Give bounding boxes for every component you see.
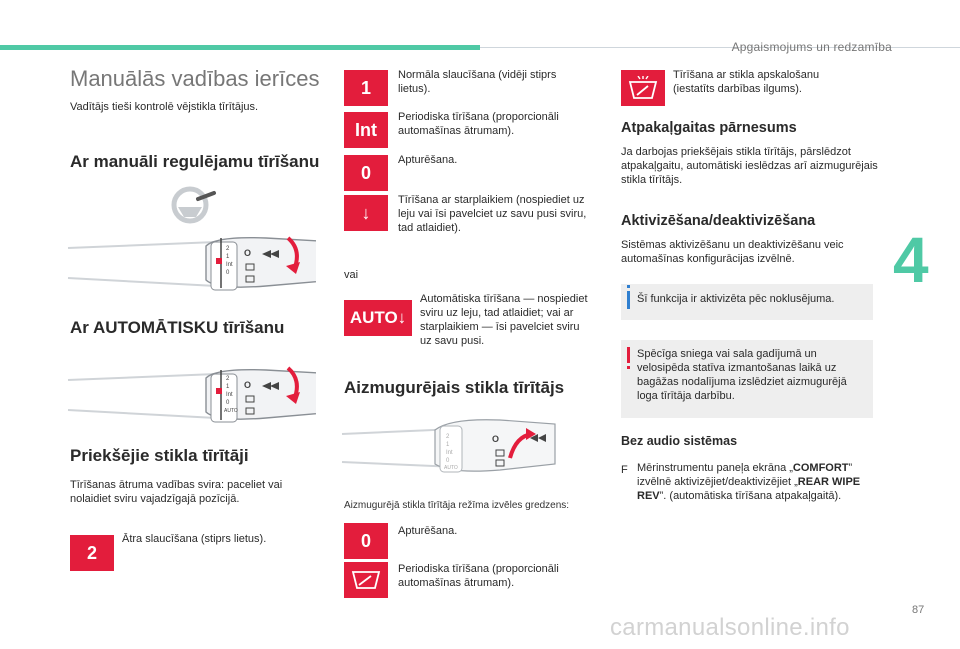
manual-heading: Ar manuāli regulējamu tīrīšanu bbox=[70, 152, 320, 171]
speed-2-badge: 2 bbox=[70, 535, 114, 571]
washer-badge bbox=[621, 70, 665, 106]
steering-wheel-icon bbox=[168, 185, 218, 227]
rear-stalk-label-auto: AUTO bbox=[444, 465, 458, 471]
info-note-text: Šī funkcija ir aktivizēta pēc noklusējuma. bbox=[637, 293, 835, 305]
section-title: Apgaismojums un redzamība bbox=[731, 40, 892, 54]
info-icon bbox=[627, 291, 630, 309]
warning-icon-dot bbox=[627, 366, 630, 369]
rear-stop-badge: 0 bbox=[344, 523, 388, 559]
header-accent-bar bbox=[0, 45, 480, 50]
rear-stop-text: Apturēšana. bbox=[398, 525, 458, 537]
down-arrow-auto-icon bbox=[284, 366, 306, 406]
no-audio-text bbox=[637, 461, 877, 503]
comfort-menu-name: COMFORT bbox=[792, 462, 849, 474]
stalk-label-int: Int bbox=[226, 262, 233, 268]
stalk-auto-label-int: Int bbox=[226, 392, 233, 398]
rear-wiper-caption: Aizmugurējā stikla tīrītāja režīma izvēles gredzens: bbox=[344, 500, 570, 511]
no-audio-heading: Bez audio sistēmas bbox=[621, 434, 738, 448]
speed-1-badge: 1 bbox=[344, 70, 388, 106]
stalk-auto-label-1: 1 bbox=[226, 384, 230, 390]
stalk-auto-label-auto: AUTO bbox=[224, 408, 238, 414]
svg-text:O: O bbox=[244, 248, 252, 258]
single-wipe-badge: ↓ bbox=[344, 195, 388, 231]
rear-stalk-label-0: 0 bbox=[446, 458, 450, 464]
wiper-stalk-auto bbox=[66, 360, 316, 426]
rear-intermittent-badge bbox=[344, 562, 388, 598]
rear-stalk-label-int: Int bbox=[446, 450, 453, 456]
speed-2-text: Ātra slaucīšana (stiprs lietus). bbox=[122, 533, 267, 545]
activation-heading: Aktivizēšana/deaktivizēšana bbox=[621, 213, 816, 229]
svg-text:O: O bbox=[244, 380, 252, 390]
windscreen-washer-icon bbox=[628, 76, 658, 100]
intro-text: Vadītājs tieši kontrolē vējstikla tīrītājus. bbox=[70, 101, 259, 113]
stalk-label-2: 2 bbox=[226, 246, 230, 252]
warning-note-text: Spēcīga sniega vai sala gadījumā un velosipēda statīva izmantošanas laikā uz bagāžas nodalījuma izslēdziet aizmugurējā loga tīrītāja darbību. bbox=[637, 348, 847, 402]
warning-icon bbox=[627, 347, 630, 363]
washer-text: Tīrīšana ar stikla apskalošanu (iestatīts darbības ilgums). bbox=[673, 69, 820, 95]
rear-wiper-stalk bbox=[340, 412, 580, 478]
rear-stalk-label-1: 1 bbox=[446, 442, 450, 448]
auto-badge: AUTO↓ bbox=[344, 300, 412, 336]
wiper-stalk-manual bbox=[66, 228, 316, 294]
activation-text: Sistēmas aktivizēšanu un deaktivizēšanu veic automašīnas konfigurācijas izvēlnē. bbox=[621, 239, 844, 265]
rear-wiper-heading: Aizmugurējais stikla tīrītājs bbox=[344, 378, 565, 397]
watermark: carmanualsonline.info bbox=[610, 614, 850, 641]
or-text: vai bbox=[344, 269, 359, 281]
int-badge: Int bbox=[344, 112, 388, 148]
bullet-marker: F bbox=[621, 464, 628, 476]
chapter-number: 4 bbox=[893, 224, 929, 296]
rear-intermittent-text: Periodiska tīrīšana (proporcionāli automašīnas ātrumam). bbox=[398, 563, 559, 589]
page-number: 87 bbox=[912, 604, 925, 616]
stalk-auto-label-0: 0 bbox=[226, 400, 230, 406]
svg-text:O: O bbox=[492, 434, 500, 444]
single-wipe-text: Tīrīšana ar starplaikiem (nospiediet uz leju vai īsi pavelciet uz savu pusi sviru, tad atlaidiet). bbox=[398, 194, 587, 234]
stalk-label-1: 1 bbox=[226, 254, 230, 260]
info-icon-dot bbox=[627, 285, 630, 288]
stop-badge: 0 bbox=[344, 155, 388, 191]
down-arrow-icon bbox=[284, 236, 306, 276]
stop-text: Apturēšana. bbox=[398, 154, 458, 166]
no-audio-text-c: ”. (automātiska tīrīšana atpakaļgaitā). bbox=[659, 490, 842, 502]
auto-text: Automātiska tīrīšana — nospiediet sviru uz leju, tad atlaidiet; vai ar starplaikiem — īsi pavelciet sviru uz savu pusi. bbox=[420, 293, 588, 347]
rear-window-wiper-icon bbox=[351, 569, 381, 591]
info-note bbox=[621, 284, 873, 320]
no-audio-text-a: Mērinstrumentu paneļa ekrāna „ bbox=[637, 462, 793, 474]
no-audio-text-b: ” izvēlnē aktivizējiet/deaktivizējiet „ bbox=[637, 462, 853, 488]
rear-stalk-label-2: 2 bbox=[446, 434, 450, 440]
front-wipers-heading: Priekšējie stikla tīrītāji bbox=[70, 446, 249, 465]
stalk-label-0: 0 bbox=[226, 270, 230, 276]
reverse-heading: Atpakaļgaitas pārnesums bbox=[621, 120, 797, 136]
page-title: Manuālās vadības ierīces bbox=[70, 66, 320, 91]
stalk-auto-label-2: 2 bbox=[226, 376, 230, 382]
warning-note bbox=[621, 340, 873, 418]
speed-1-text: Normāla slaucīšana (vidēji stiprs lietus). bbox=[398, 69, 557, 95]
auto-heading: Ar AUTOMĀTISKU tīrīšanu bbox=[70, 318, 285, 337]
rear-wipe-rev-name: REAR WIPE REV bbox=[637, 476, 861, 502]
int-text: Periodiska tīrīšana (proporcionāli automašīnas ātrumam). bbox=[398, 111, 559, 137]
front-wipers-text: Tīrīšanas ātruma vadības svira: paceliet vai nolaidiet sviru vajadzīgajā pozīcijā. bbox=[70, 479, 283, 505]
reverse-text: Ja darbojas priekšējais stikla tīrītājs, pārslēdzot atpakaļgaitu, automātiski ieslēdzas arī aizmugurējais stikla tīrītājs. bbox=[621, 146, 878, 186]
